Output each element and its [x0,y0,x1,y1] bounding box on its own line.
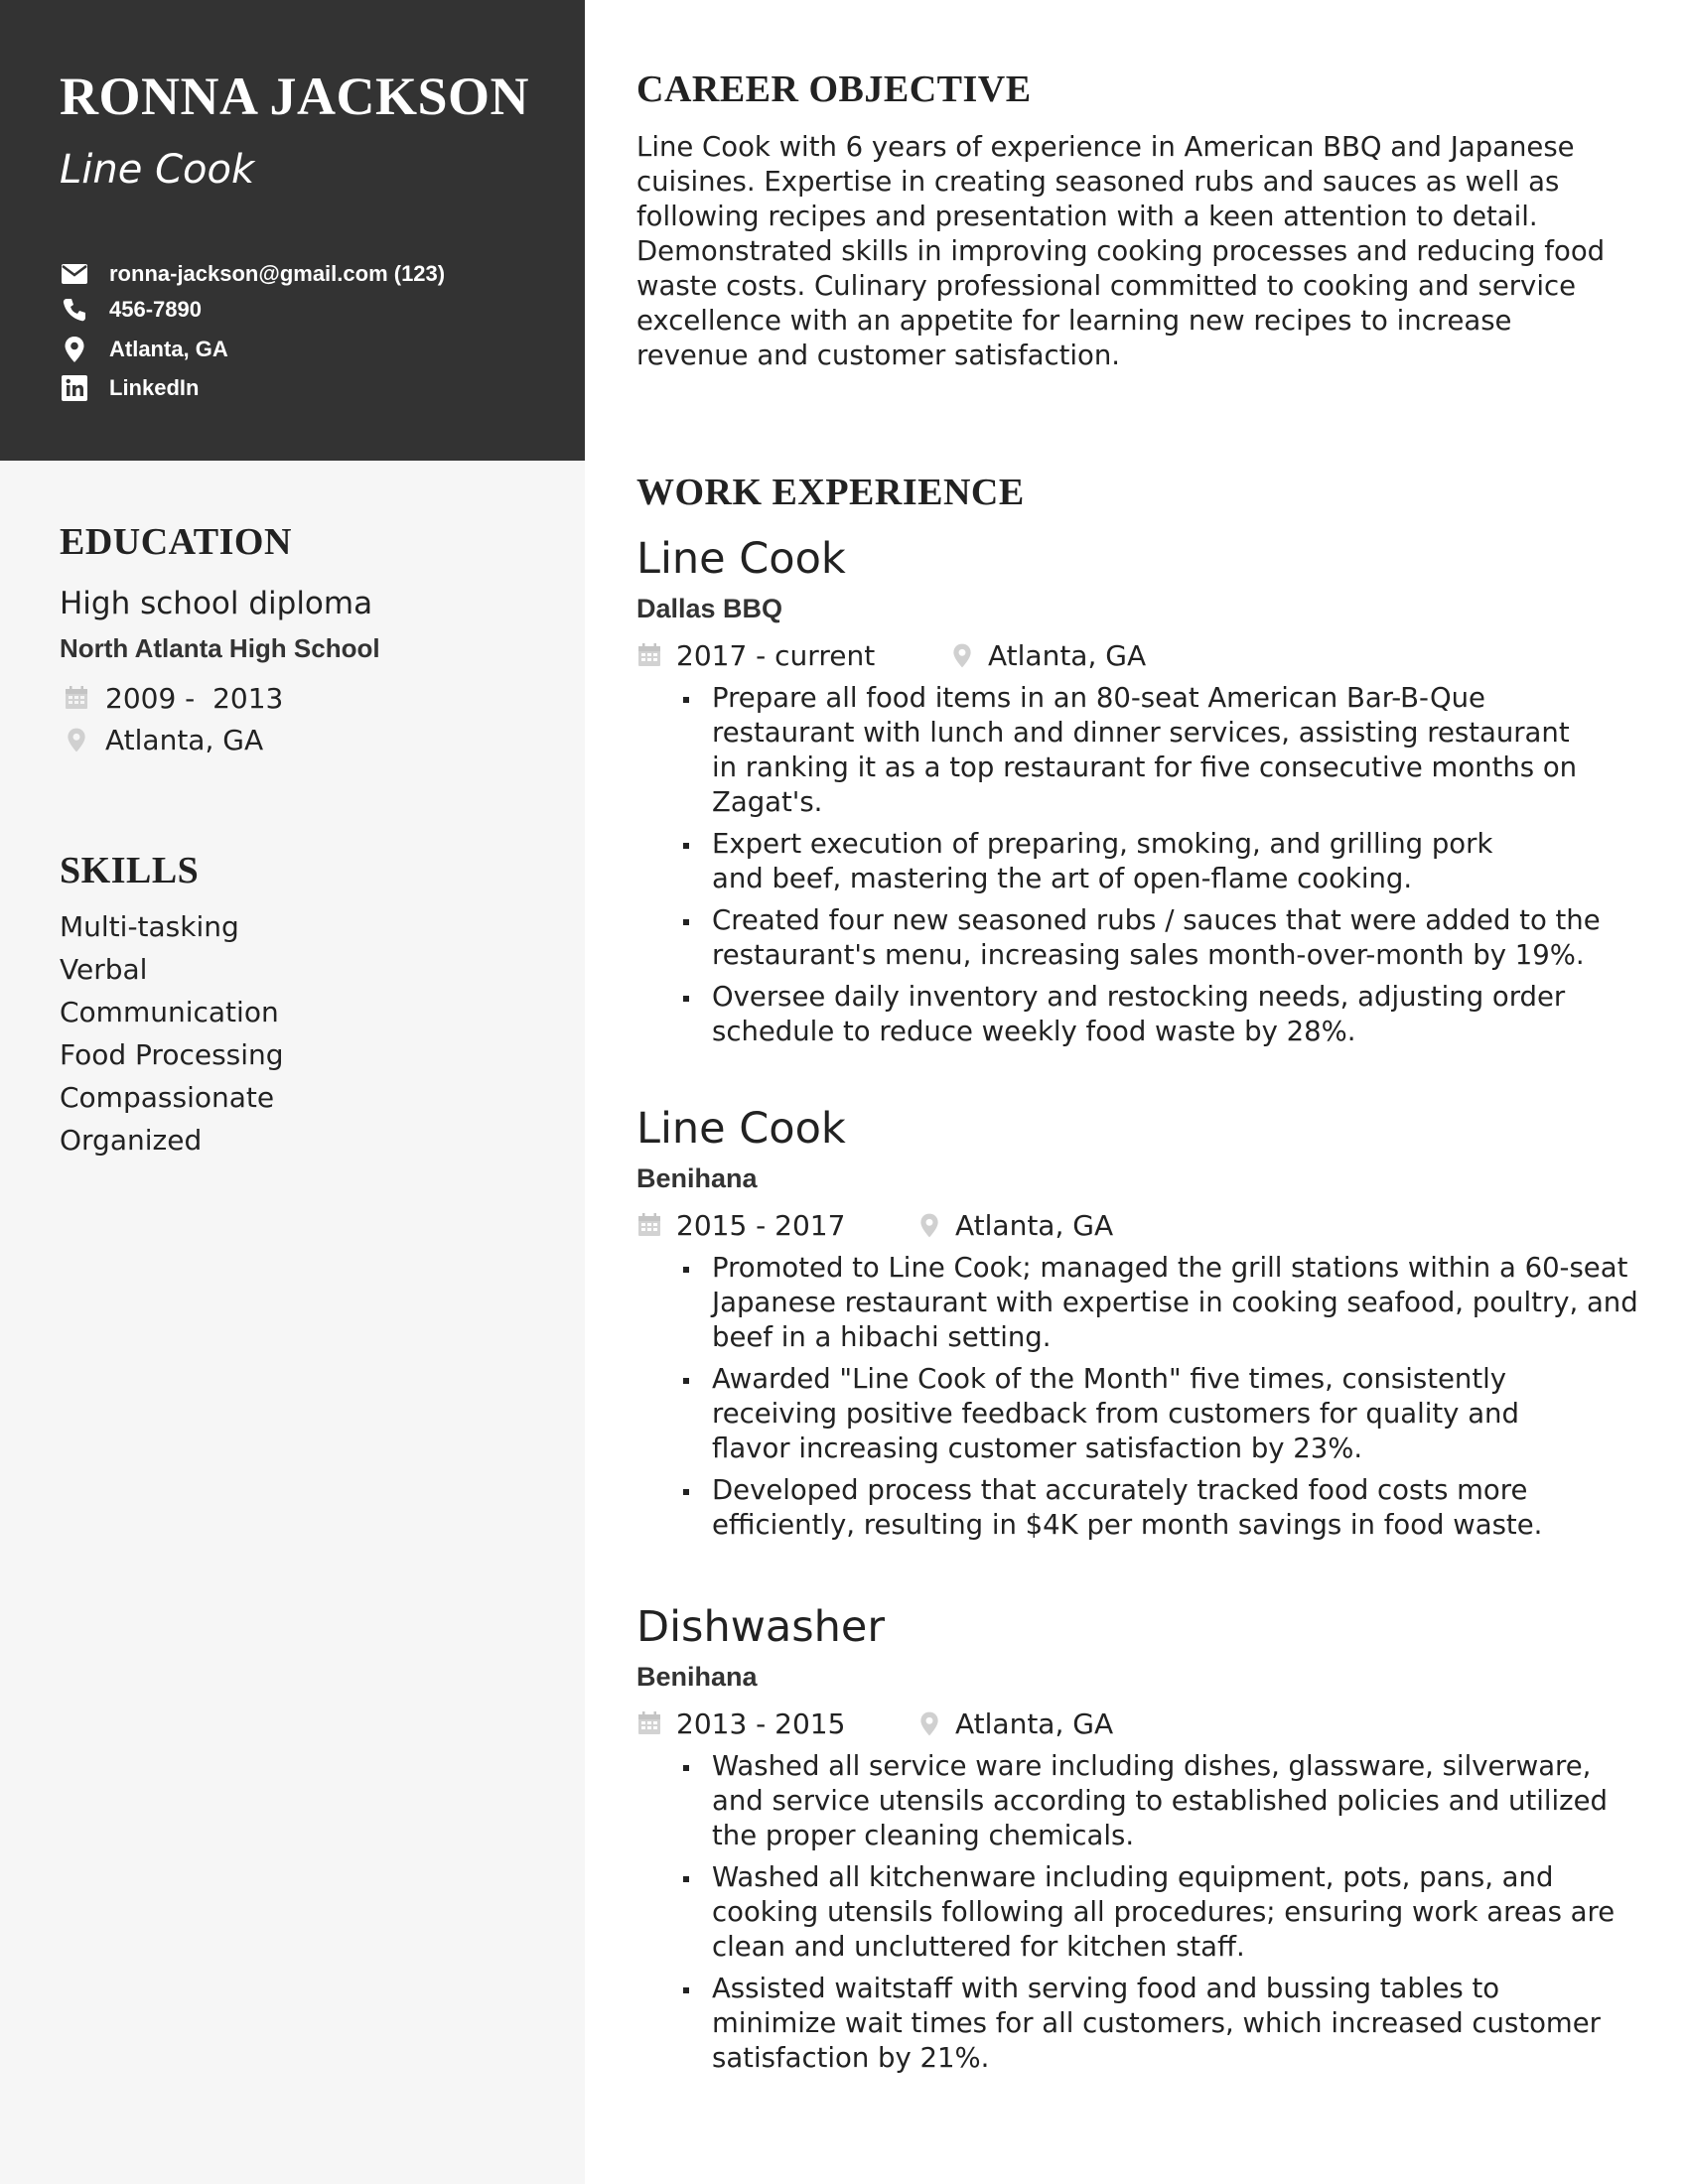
job-bullet: Created four new seasoned rubs / sauces that were added to the restaurant's menu, increasing sales month-over-month by 19%. [712,903,1645,973]
linkedin-icon [60,373,89,403]
contact-email[interactable] [60,256,445,292]
sidebar [0,0,585,2184]
calendar-icon [636,1708,662,1738]
job-bullet: Oversee daily inventory and restocking needs, adjusting order schedule to reduce weekly food waste by 28%. [712,980,1606,1049]
job-bullet: Promoted to Line Cook; managed the grill stations within a 60-seat Japanese restaurant with expertise in cooking seafood, poultry, and beef in a hibachi setting. [712,1251,1645,1355]
map-pin-icon [60,335,89,364]
skills-list [60,905,556,1156]
job-company: Benihana [636,1163,758,1193]
job-location: Atlanta, GA [955,1706,1114,1740]
job-bullets [712,1251,1645,1550]
job-bullet: Expert execution of preparing, smoking, and grilling pork and beef, mastering the art of open-flame cooking. [712,827,1526,896]
skill-item: Verbal [60,953,148,986]
skills-heading: SKILLS [60,850,200,891]
education-dates: 2009 - 2013 [105,681,284,715]
contact-phone[interactable] [60,292,202,328]
objective-text: Line Cook with 6 years of experience in American BBQ and Japanese cuisines. Expertise in creating seasoned rubs and sauces as well as following recipes and presentation with a keen attention to detail. Demonstrated skills in improving cooking processes and reducing food waste costs. Culinary professional committed to cooking and service excellence with an appetite for learning new recipes to increase revenue and customer satisfaction. [636,131,1606,371]
job-title: Dishwasher [636,1602,886,1652]
education-location-row [64,721,263,758]
job-title: Line Cook [636,534,846,584]
map-pin-icon [949,640,975,670]
skill-item: Food Processing [60,1038,284,1071]
job-bullet: Washed all kitchenware including equipment, pots, pans, and cooking utensils following all procedures; ensuring work areas are clean and uncluttered for kitchen staff. [712,1860,1645,1965]
contact-phone-text: 456-7890 [109,297,202,322]
job-meta-row [636,1704,1629,1743]
job-bullets [712,1749,1645,2083]
map-pin-icon [916,1210,942,1240]
contact-location-text: Atlanta, GA [109,337,228,361]
candidate-role: Line Cook [60,147,255,193]
education-dates-row [64,679,283,717]
experience-heading: WORK EXPERIENCE [636,472,1025,513]
contact-email-text: ronna-jackson@gmail.com (123) [109,261,446,286]
calendar-icon [636,640,662,670]
job-location: Atlanta, GA [955,1208,1114,1242]
education-degree: High school diploma [60,586,373,621]
job-title: Line Cook [636,1104,846,1154]
calendar-icon [636,1210,662,1240]
job-meta-row [636,1205,1629,1245]
skill-item: Organized [60,1124,203,1156]
job-bullet: Assisted waitstaff with serving food and bussing tables to minimize wait times for all customers, which increased customer satisfaction by 21%. [712,1972,1606,2076]
job-meta-row [636,635,1629,675]
job-bullet: Washed all service ware including dishes, glassware, silverware, and service utensils according to established policies and utilized the proper cleaning chemicals. [712,1749,1645,1853]
envelope-icon [60,259,89,289]
job-location: Atlanta, GA [988,638,1147,672]
job-bullet: Prepare all food items in an 80-seat American Bar-B-Que restaurant with lunch and dinner services, assisting restaurant in ranking it as a top restaurant for five consecutive months on Zagat's. [712,681,1586,820]
job-company: Dallas BBQ [636,594,783,623]
contact-linkedin-text: LinkedIn [109,375,200,400]
map-pin-icon [64,725,89,754]
education-school: North Atlanta High School [60,633,380,663]
header-box [0,0,585,461]
job-dates: 2015 - 2017 [676,1208,846,1242]
job-dates: 2013 - 2015 [676,1706,846,1740]
education-location: Atlanta, GA [105,723,264,756]
phone-icon [60,295,89,325]
job-bullet: Developed process that accurately tracked food costs more efficiently, resulting in $4K per month savings in food waste. [712,1473,1606,1543]
map-pin-icon [916,1708,942,1738]
objective-heading: CAREER OBJECTIVE [636,68,1032,110]
skill-item: Compassionate [60,1081,275,1114]
job-bullet: Awarded "Line Cook of the Month" five times, consistently receiving positive feedback from customers for quality and flavor increasing customer satisfaction by 23%. [712,1362,1566,1466]
job-bullets [712,681,1645,1056]
job-dates: 2017 - current [676,638,876,672]
contact-location [60,332,228,367]
calendar-icon [64,683,89,713]
contact-linkedin[interactable] [60,370,199,406]
skill-item: Communication [60,996,279,1028]
candidate-name: RONNA JACKSON [60,67,530,126]
job-company: Benihana [636,1662,758,1692]
education-heading: EDUCATION [60,521,292,563]
skill-item: Multi-tasking [60,910,239,943]
